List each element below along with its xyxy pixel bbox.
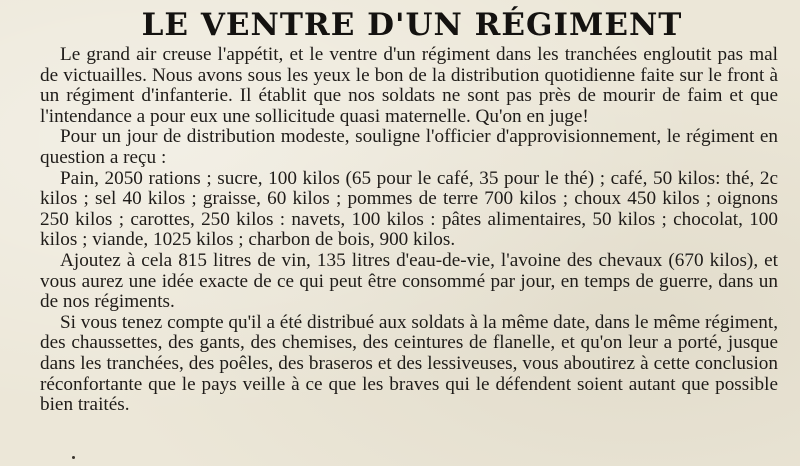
article-paragraph: Ajoutez à cela 815 litres de vin, 135 litres d'eau-de-vie, l'avoine des chevaux (670 kilos), et vous aurez une idée exacte de ce qui peut être consommé par jour, en temps de guerre, dans un de nos régiments. [40,249,778,313]
article-paragraph: Le grand air creuse l'appétit, et le ventre d'un régiment dans les tranchées engloutit pas mal de victuailles. Nous avons sous les yeux le bon de la distribution quotidienne faite sur le front à un régiment d'infanterie. Il établit que nos soldats ne sont pas près de mourir de faim et que l'intendance a pour eux une sollicitude quasi maternelle. Qu'on en juge! [40,44,778,127]
article-paragraph: Si vous tenez compte qu'il a été distribué aux soldats à la même date, dans le même régiment, des chaussettes, des gants, des chemises, des ceintures de flanelle, et qu'on leur a porté, jusque dans les tranchées, des poêles, des braseros et des lessiveuses, vous aboutirez à cette conclusion réconfortante que le pays veille à ce que les braves qui le défendent soient autant que possible bien traités. [40,311,778,416]
article-paragraph: Pour un jour de distribution modeste, souligne l'officier d'approvisionnement, le régiment en question a reçu : [40,126,778,168]
article-paragraph: Pain, 2050 rations ; sucre, 100 kilos (65 pour le café, 35 pour le thé) ; café, 50 kilos: thé, 2c kilos ; sel 40 kilos ; graisse, 60 kilos ; pommes de terre 700 kilos ; choux 450 kilos ; oignons 250 kilos ; carottes, 250 kilos : navets, 100 kilos : pâtes alimentaires, 50 kilos ; chocolat, 100 kilos ; viande, 1025 kilos ; charbon de bois, 900 kilos. [40,167,778,251]
ink-speck [72,456,75,459]
article-title: LE VENTRE D'UN RÉGIMENT [141,7,683,43]
article-body [40,45,778,416]
